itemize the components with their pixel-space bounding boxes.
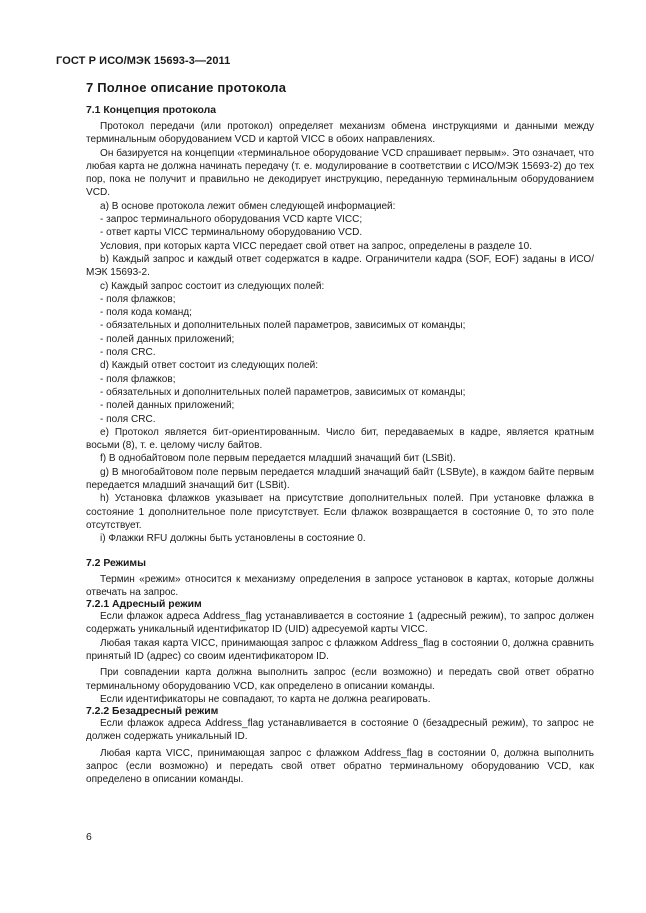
subsection-7-2-title: 7.2 Режимы (86, 557, 146, 569)
paragraph: Если идентификаторы не совпадают, то карта не должна реагировать. (100, 693, 431, 705)
list-item: е) Протокол является бит-ориентированным. Число бит, передаваемых в кадре, является кратным восьми (8), т. е. целому числу байтов. (86, 426, 594, 452)
list-item: h) Установка флажков указывает на присутствие дополнительных полей. При установке флажка в состояние 1 дополнительное поле присутствует. Если флажок возвращается в состояние 0, то это поле отсутствует. (86, 493, 594, 531)
list-item: - поля CRC. (100, 347, 156, 359)
paragraph: Любая карта VICC, принимающая запрос с флажком Address_flag в состоянии 0, должна выполнить запрос (если возможно) и передать свой ответ обратно терминальному оборудованию VCD, как определено в описании команды. (86, 747, 594, 786)
section-title: 7 Полное описание протокола (86, 80, 287, 95)
list-item: а) В основе протокола лежит обмен следующей информацией: (100, 200, 396, 212)
list-item: - ответ карты VICC терминальному оборудованию VCD. (100, 227, 363, 239)
list-item: - полей данных приложений; (100, 400, 235, 412)
list-item: i) Флажки RFU должны быть установлены в состояние 0. (100, 533, 366, 545)
list-item: с) Каждый запрос состоит из следующих полей: (100, 280, 325, 292)
paragraph: Термин «режим» относится к механизму определения в запросе установок в картах, которые должны отвечать на запрос. (86, 573, 594, 598)
subsection-7-1-title: 7.1 Концепция протокола (86, 105, 217, 116)
list-item: g) В многобайтовом поле первым передается младший значащий байт (LSByte), в каждом байте первым передается младший значащий бит (LSBit). (86, 466, 594, 492)
paragraph: Если флажок адреса Address_flag устанавливается в состояние 0 (безадресный режим), то запрос не должен содержать уникальный ID. (86, 718, 594, 743)
document-header: ГОСТ Р ИСО/МЭК 15693-3—2011 (56, 55, 231, 67)
list-item: - обязательных и дополнительных полей параметров, зависимых от команды; (100, 320, 466, 332)
list-item: - обязательных и дополнительных полей параметров, зависимых от команды; (100, 386, 466, 398)
paragraph: Протокол передачи (или протокол) определяет механизм обмена инструкциями и данными между терминальным оборудованием VCD и картой VICC в обоих направлениях. (86, 121, 594, 146)
list-item: - поля флажков; (100, 293, 176, 305)
paragraph: Любая такая карта VICC, принимающая запрос с флажком Address_flag в состоянии 0, должна сравнить принятый ID (адрес) со своим идентификатором ID. (86, 637, 594, 662)
list-item: f) В однобайтовом поле первым передается младший значащий бит (LSBit). (100, 453, 456, 465)
subsection-7-2-1-title: 7.2.1 Адресный режим (86, 599, 202, 611)
list-item: - поля кода команд; (100, 307, 192, 319)
list-item: d) Каждый ответ состоит из следующих полей: (100, 360, 319, 372)
page-number: 6 (86, 832, 92, 843)
paragraph: Он базируется на концепции «терминальное оборудование VCD спрашивает первым». Это означает, что любая карта не должна начинать передачу (т. е. модулирование в соответствии с ИСО/МЭК 15693-2) до тех пор, пока не получит и правильно не декодирует инструкцию, переданную терминальным оборудованием VCD. (86, 147, 594, 199)
list-item: - поля флажков; (100, 373, 176, 385)
list-item: - запрос терминального оборудования VCD карте VICC; (100, 214, 363, 226)
paragraph: Если флажок адреса Address_flag устанавливается в состояние 1 (адресный режим), то запрос должен содержать уникальный идентификатор ID (UID) адресуемой карты VICC. (86, 611, 594, 636)
paragraph: Условия, при которых карта VICC передает свой ответ на запрос, определены в разделе 10. (100, 240, 533, 252)
list-item: - поля CRC. (100, 413, 156, 425)
paragraph: При совпадении карта должна выполнить запрос (если возможно) и передать свой ответ обратно терминальному оборудованию VCD, как определено в описании команды. (86, 667, 594, 692)
list-item: - полей данных приложений; (100, 333, 235, 345)
subsection-7-2-2-title: 7.2.2 Безадресный режим (86, 706, 219, 718)
list-item: b) Каждый запрос и каждый ответ содержатся в кадре. Ограничители кадра (SOF, EOF) заданы в ИСО/МЭК 15693-2. (86, 253, 594, 279)
page-content (86, 80, 594, 787)
